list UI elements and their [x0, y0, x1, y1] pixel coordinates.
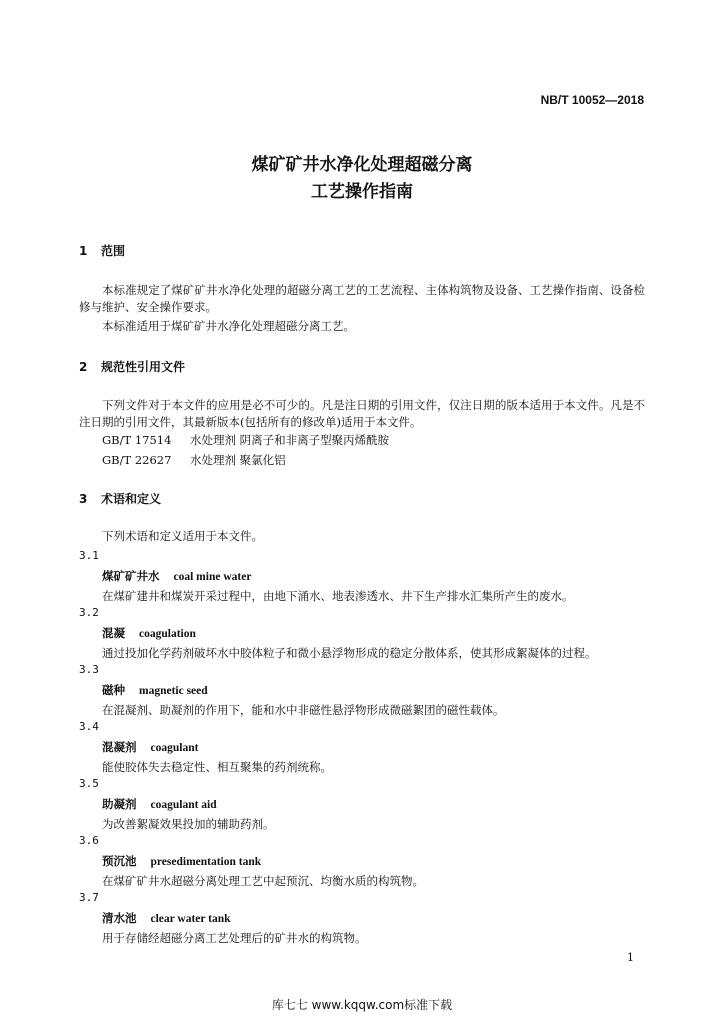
paragraph: 下列文件对于本文件的应用是必不可少的。凡是注日期的引用文件，仅注日期的版本适用于本文件。凡是不注日期的引用文件，其最新版本(包括所有的修改单)适用于本文件。	[79, 398, 645, 429]
term-zh: 煤矿矿井水	[102, 569, 160, 583]
section-heading	[79, 242, 125, 259]
term-number: 3.6	[79, 834, 99, 847]
term-definition: 在混凝剂、助凝剂的作用下，能和水中非磁性悬浮物形成微磁絮团的磁性载体。	[102, 703, 505, 717]
term-number: 3.7	[79, 891, 99, 904]
section-intro: 下列术语和定义适用于本文件。	[102, 529, 263, 543]
reference-item	[102, 452, 286, 469]
term-number: 3.5	[79, 777, 99, 790]
term-en: presedimentation tank	[150, 856, 262, 868]
term-number: 3.3	[79, 663, 99, 676]
term-definition: 在煤矿矿井水超磁分离处理工艺中起预沉、均衡水质的构筑物。	[102, 874, 424, 888]
term-zh: 助凝剂	[102, 797, 137, 811]
term-definition: 用于存储经超磁分离工艺处理后的矿井水的构筑物。	[102, 931, 367, 945]
section-number: 3	[79, 492, 88, 506]
document-title-line2: 工艺操作指南	[311, 182, 413, 202]
term-zh: 磁种	[102, 683, 125, 697]
section-title: 术语和定义	[101, 492, 162, 506]
term-heading	[102, 853, 261, 869]
reference-code: GB/T 22627	[102, 453, 172, 467]
footer-watermark: 库七七 www.kqqw.com标准下载	[271, 998, 453, 1012]
term-heading	[102, 910, 231, 926]
reference-item	[102, 432, 389, 449]
term-heading	[102, 739, 198, 755]
document-title-line1: 煤矿矿井水净化处理超磁分离	[251, 155, 473, 175]
term-definition: 在煤矿建井和煤炭开采过程中，由地下涌水、地表渗透水、井下生产排水汇集所产生的废水。	[102, 589, 574, 603]
page-number: 1	[627, 951, 634, 964]
term-definition: 为改善絮凝效果投加的辅助药剂。	[102, 817, 275, 831]
reference-code: GB/T 17514	[102, 433, 172, 447]
term-en: magnetic seed	[139, 685, 208, 697]
section-title: 范围	[101, 244, 126, 258]
term-en: coagulant aid	[150, 799, 217, 811]
standard-number: NB/T 10052—2018	[540, 93, 644, 107]
term-en: clear water tank	[150, 913, 231, 925]
term-number: 3.1	[79, 549, 99, 562]
reference-title: 水处理剂 聚氯化铝	[190, 453, 286, 467]
term-heading	[102, 568, 251, 584]
term-number: 3.2	[79, 606, 99, 619]
term-heading	[102, 625, 196, 641]
section-heading	[79, 358, 185, 375]
term-en: coagulant	[150, 742, 199, 754]
term-heading	[102, 682, 208, 698]
paragraph: 本标准规定了煤矿矿井水净化处理的超磁分离工艺的工艺流程、主体构筑物及设备、工艺操作指南、设备检修与维护、安全操作要求。	[79, 283, 645, 314]
reference-title: 水处理剂 阴离子和非离子型聚丙烯酰胺	[190, 433, 390, 447]
section-number: 1	[79, 244, 88, 258]
term-en: coal mine water	[173, 571, 252, 583]
term-en: coagulation	[139, 628, 196, 640]
term-number: 3.4	[79, 720, 99, 733]
section-heading	[79, 490, 161, 507]
paragraph: 本标准适用于煤矿矿井水净化处理超磁分离工艺。	[102, 319, 355, 333]
term-zh: 预沉池	[102, 854, 137, 868]
term-heading	[102, 796, 217, 812]
section-number: 2	[79, 360, 88, 374]
section-title: 规范性引用文件	[101, 360, 186, 374]
term-zh: 清水池	[102, 911, 137, 925]
term-zh: 混凝	[102, 626, 125, 640]
term-zh: 混凝剂	[102, 740, 137, 754]
term-definition: 通过投加化学药剂破坏水中胶体粒子和微小悬浮物形成的稳定分散体系，使其形成絮凝体的过程。	[102, 646, 597, 660]
term-definition: 能使胶体失去稳定性、相互聚集的药剂统称。	[102, 760, 332, 774]
